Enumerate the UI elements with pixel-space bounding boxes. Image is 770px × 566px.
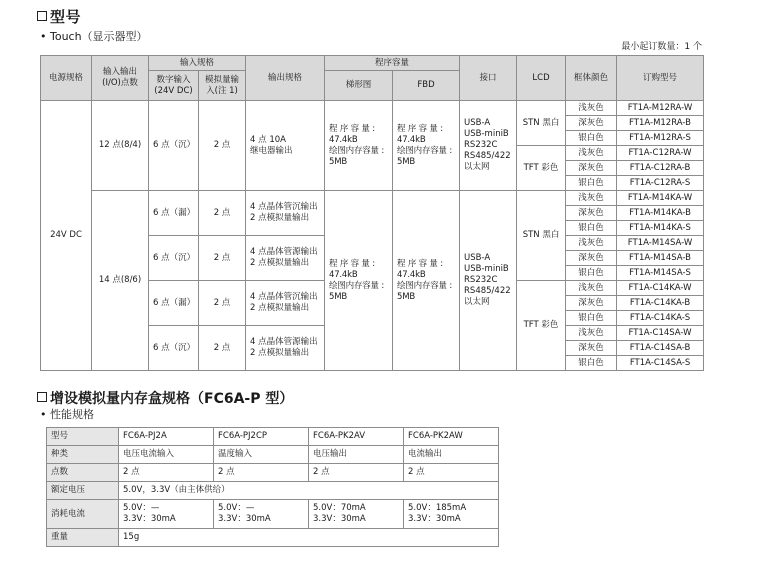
spec-key: 重量 (47, 529, 119, 547)
spec-key: 额定电压 (47, 482, 119, 500)
header-order-no: 订购型号 (617, 56, 704, 101)
analog-input: 2 点 (199, 101, 246, 191)
output-spec: 4 点晶体管源输出 2 点模拟量输出 (246, 326, 325, 371)
body-color: 深灰色 (566, 116, 617, 131)
section-title-model: 型号 (37, 6, 81, 27)
body-color: 浅灰色 (566, 281, 617, 296)
header-io-points: 输入输出 (I/O)点数 (92, 56, 149, 101)
body-color: 浅灰色 (566, 236, 617, 251)
digital-input: 6 点（漏） (149, 281, 199, 326)
body-color: 深灰色 (566, 296, 617, 311)
digital-input: 6 点（沉） (149, 101, 199, 191)
header-analog-input: 模拟量输 入(注 1) (199, 71, 246, 101)
order-no: FT1A-M12RA-S (617, 131, 704, 146)
spec-cell: 电压输出 (309, 446, 404, 464)
spec-cell: 2 点 (309, 464, 404, 482)
order-no: FT1A-M14KA-B (617, 206, 704, 221)
body-color: 浅灰色 (566, 146, 617, 161)
body-color: 浅灰色 (566, 326, 617, 341)
order-no: FT1A-C14SA-S (617, 356, 704, 371)
analog-input: 2 点 (199, 191, 246, 236)
header-power: 电源规格 (41, 56, 92, 101)
spec-cell: 温度输入 (214, 446, 309, 464)
spec-cell: 5.0V：185mA 3.3V：30mA (404, 500, 499, 529)
body-color: 深灰色 (566, 161, 617, 176)
square-bullet-icon (37, 11, 47, 21)
power-value: 24V DC (41, 101, 92, 371)
order-no: FT1A-C12RA-W (617, 146, 704, 161)
spec-cell-span: 15g (119, 529, 499, 547)
fbd-capacity: 程 序 容 量 : 47.4kB 绘图内存容量 : 5MB (393, 101, 460, 191)
spec-cell: 2 点 (119, 464, 214, 482)
header-program-capacity: 程序容量 (325, 56, 460, 71)
io-points-14: 14 点(8/6) (92, 191, 149, 371)
body-color: 银白色 (566, 131, 617, 146)
section-subtitle-touch: • Touch（显示器型） (40, 30, 148, 43)
body-color: 银白色 (566, 311, 617, 326)
spec-cell: FC6A-PK2AW (404, 428, 499, 446)
analog-input: 2 点 (199, 281, 246, 326)
spec-cell: 2 点 (214, 464, 309, 482)
interface: USB-A USB-miniB RS232C RS485/422 以太网 (460, 191, 517, 371)
header-interface: 接口 (460, 56, 517, 101)
output-spec: 4 点晶体管源输出 2 点模拟量输出 (246, 236, 325, 281)
header-fbd: FBD (393, 71, 460, 101)
order-no: FT1A-C14SA-W (617, 326, 704, 341)
interface: USB-A USB-miniB RS232C RS485/422 以太网 (460, 101, 517, 191)
spec-cell: 5.0V：— 3.3V：30mA (214, 500, 309, 529)
body-color: 银白色 (566, 356, 617, 371)
section-subtitle-performance: • 性能规格 (40, 408, 94, 421)
min-order-note: 最小起订数量：1 个 (621, 42, 702, 52)
order-no: FT1A-M12RA-W (617, 101, 704, 116)
order-no: FT1A-M14KA-W (617, 191, 704, 206)
spec-table (46, 427, 499, 547)
ladder-capacity: 程 序 容 量 : 47.4kB 绘图内存容量 : 5MB (325, 101, 393, 191)
header-body-color: 框体颜色 (566, 56, 617, 101)
body-color: 浅灰色 (566, 191, 617, 206)
spec-cell: 2 点 (404, 464, 499, 482)
header-input-spec: 输入规格 (149, 56, 246, 71)
order-no: FT1A-C12RA-S (617, 176, 704, 191)
order-no: FT1A-C12RA-B (617, 161, 704, 176)
body-color: 银白色 (566, 266, 617, 281)
spec-cell: 5.0V：70mA 3.3V：30mA (309, 500, 404, 529)
header-output-spec: 输出规格 (246, 56, 325, 101)
output-spec: 4 点 10A 继电器输出 (246, 101, 325, 191)
section-title-analog-cartridge: 增设模拟量内存盒规格（FC6A-P 型） (37, 388, 293, 408)
lcd-type: TFT 彩色 (517, 281, 566, 371)
fbd-capacity: 程 序 容 量 : 47.4kB 绘图内存容量 : 5MB (393, 191, 460, 371)
order-no: FT1A-M14KA-S (617, 221, 704, 236)
order-no: FT1A-M14SA-W (617, 236, 704, 251)
digital-input: 6 点（漏） (149, 191, 199, 236)
spec-cell: 电压电流输入 (119, 446, 214, 464)
spec-key: 种类 (47, 446, 119, 464)
model-table (40, 55, 704, 371)
lcd-type: STN 黑白 (517, 191, 566, 281)
order-no: FT1A-C14SA-B (617, 341, 704, 356)
analog-input: 2 点 (199, 326, 246, 371)
order-no: FT1A-C14KA-S (617, 311, 704, 326)
spec-cell: FC6A-PK2AV (309, 428, 404, 446)
spec-key: 点数 (47, 464, 119, 482)
analog-input: 2 点 (199, 236, 246, 281)
body-color: 深灰色 (566, 251, 617, 266)
output-spec: 4 点晶体管沉输出 2 点模拟量输出 (246, 281, 325, 326)
header-lcd: LCD (517, 56, 566, 101)
order-no: FT1A-M14SA-B (617, 251, 704, 266)
io-points-12: 12 点(8/4) (92, 101, 149, 191)
order-no: FT1A-C14KA-W (617, 281, 704, 296)
spec-cell: 电流输出 (404, 446, 499, 464)
spec-cell-span: 5.0V，3.3V（由主体供给） (119, 482, 499, 500)
lcd-type: STN 黑白 (517, 101, 566, 146)
output-spec: 4 点晶体管沉输出 2 点模拟量输出 (246, 191, 325, 236)
body-color: 深灰色 (566, 206, 617, 221)
body-color: 银白色 (566, 176, 617, 191)
header-ladder: 梯形图 (325, 71, 393, 101)
ladder-capacity: 程 序 容 量 : 47.4kB 绘图内存容量 : 5MB (325, 191, 393, 371)
body-color: 银白色 (566, 221, 617, 236)
spec-cell: FC6A-PJ2CP (214, 428, 309, 446)
spec-key: 型号 (47, 428, 119, 446)
order-no: FT1A-M14SA-S (617, 266, 704, 281)
lcd-type: TFT 彩色 (517, 146, 566, 191)
digital-input: 6 点（沉） (149, 236, 199, 281)
body-color: 浅灰色 (566, 101, 617, 116)
body-color: 深灰色 (566, 341, 617, 356)
order-no: FT1A-C14KA-B (617, 296, 704, 311)
spec-cell: FC6A-PJ2A (119, 428, 214, 446)
order-no: FT1A-M12RA-B (617, 116, 704, 131)
spec-cell: 5.0V：— 3.3V：30mA (119, 500, 214, 529)
spec-key: 消耗电流 (47, 500, 119, 529)
digital-input: 6 点（沉） (149, 326, 199, 371)
header-digital-input: 数字输入 (24V DC) (149, 71, 199, 101)
square-bullet-icon (37, 392, 47, 402)
